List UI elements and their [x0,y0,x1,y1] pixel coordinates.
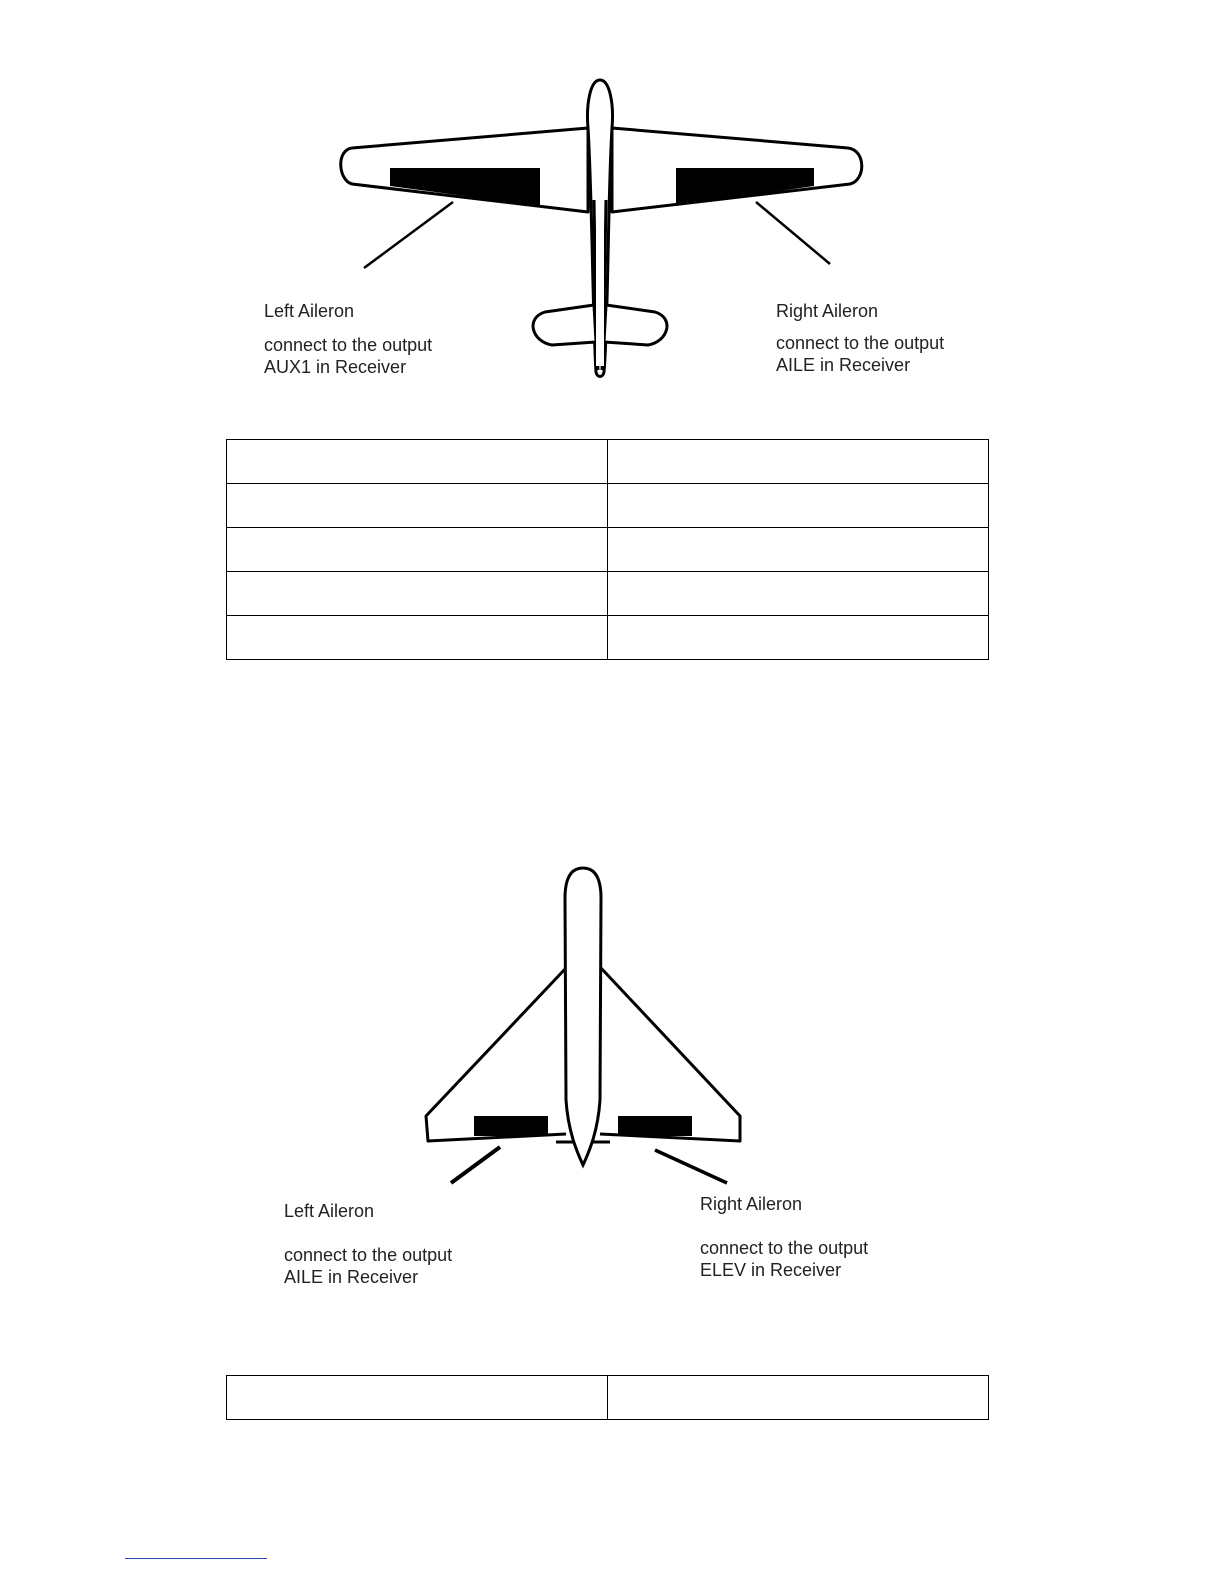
delta-fuselage [565,868,601,1165]
right-elevon-surface [618,1116,692,1136]
delta-right-aileron-line2: ELEV in Receiver [700,1260,842,1280]
table-row [227,572,989,616]
right-delta-wing [600,968,740,1141]
left-stabilizer [533,305,596,345]
left-aileron-line2: AUX1 in Receiver [264,357,407,377]
table-row [227,484,989,528]
left-delta-wing [426,968,566,1141]
right-aileron-label [776,300,944,376]
left-aileron-label [264,300,432,378]
table-row [227,440,989,484]
delta-left-aileron-label [284,1200,452,1288]
table-cell [608,616,989,660]
settings-table-bottom [226,1375,989,1420]
airplane-outline [0,0,1224,420]
left-aileron-line1: connect to the output [264,335,433,355]
table-cell [608,440,989,484]
delta-right-aileron-label [700,1193,868,1281]
table-cell [608,528,989,572]
left-elevon-surface [474,1116,548,1136]
delta-right-aileron-line1: connect to the output [700,1238,869,1258]
table-row [227,528,989,572]
delta-wing-outline [0,850,1224,1310]
right-aileron-line2: AILE in Receiver [776,355,911,375]
delta-left-aileron-line1: connect to the output [284,1245,453,1265]
table-cell [227,572,608,616]
table-row [227,1376,989,1420]
left-delta-leader-line [451,1147,500,1183]
right-leader-line [756,202,830,264]
left-leader-line [364,202,453,268]
table-cell [227,440,608,484]
table-cell [227,528,608,572]
right-aileron-title: Right Aileron [776,301,879,321]
settings-table-top [226,439,989,660]
airplane-diagram [0,0,1224,420]
right-aileron-surface [676,168,814,206]
left-aileron-surface [390,168,540,206]
delta-wing-diagram [0,850,1224,1310]
table-row [227,616,989,660]
table-cell [227,616,608,660]
table-cell [608,572,989,616]
left-aileron-title: Left Aileron [264,301,355,321]
table-cell [608,1376,989,1420]
delta-left-aileron-line2: AILE in Receiver [284,1267,419,1287]
right-aileron-line1: connect to the output [776,333,945,353]
right-delta-leader-line [655,1150,727,1183]
table-cell [227,1376,608,1420]
delta-right-aileron-title: Right Aileron [700,1194,803,1214]
footnote-divider [125,1558,267,1559]
table-cell [608,484,989,528]
table-cell [227,484,608,528]
right-stabilizer [604,305,667,345]
delta-left-aileron-title: Left Aileron [284,1201,375,1221]
